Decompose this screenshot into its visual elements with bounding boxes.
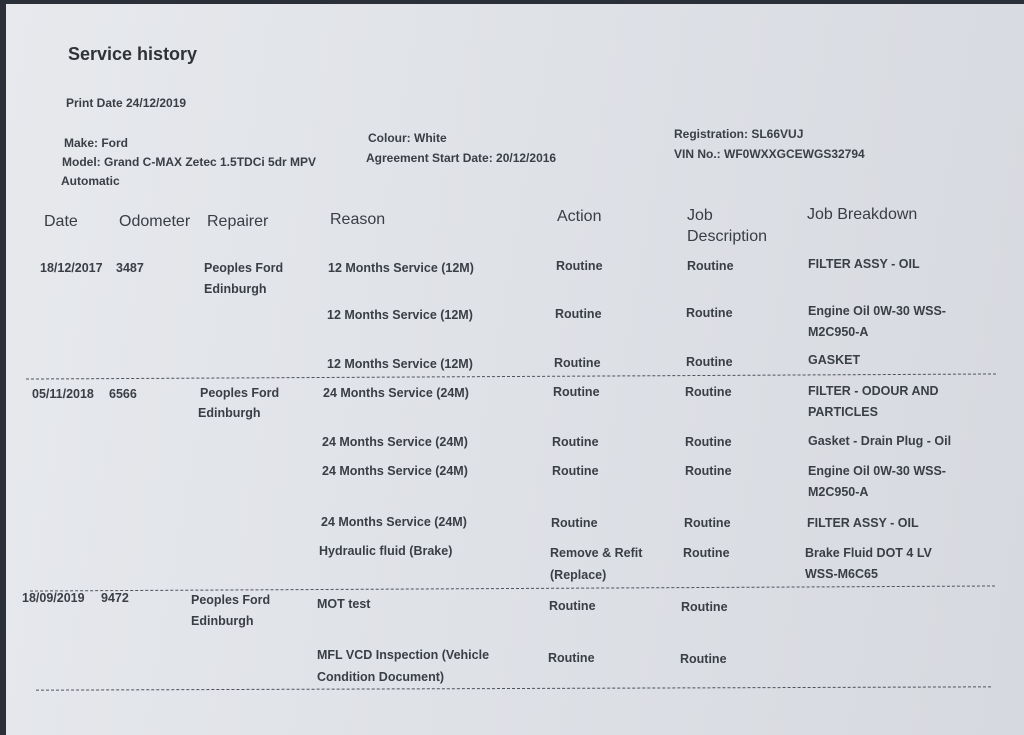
vehicle-model: Model: Grand C-MAX Zetec 1.5TDCi 5dr MPV — [62, 155, 317, 169]
header-odometer: Odometer — [119, 213, 191, 230]
line-action: Routine — [553, 385, 600, 399]
record-odometer: 3487 — [116, 261, 144, 275]
line-job-description: Routine — [686, 355, 733, 369]
line-action: Routine — [549, 599, 596, 613]
line-reason: Hydraulic fluid (Brake) — [319, 544, 453, 558]
record-date: 05/11/2018 — [32, 387, 94, 401]
line-action: Routine — [555, 307, 602, 321]
line-action: Routine — [551, 516, 598, 530]
record-repairer-line1: Peoples Ford — [204, 261, 284, 275]
line-breakdown: Gasket - Drain Plug - Oil — [808, 434, 952, 448]
row-divider — [26, 373, 996, 379]
header-job-description-line2: Description — [687, 228, 768, 245]
line-breakdown-cont: PARTICLES — [808, 405, 878, 419]
line-breakdown: Brake Fluid DOT 4 LV — [805, 546, 932, 560]
line-action: Routine — [554, 356, 601, 370]
line-job-description: Routine — [687, 259, 734, 273]
line-breakdown: FILTER ASSY - OIL — [807, 516, 919, 530]
line-breakdown: Engine Oil 0W-30 WSS- — [808, 304, 946, 318]
record-repairer-line2: Edinburgh — [191, 614, 254, 628]
line-action: Remove & Refit — [550, 546, 643, 560]
line-reason: 24 Months Service (24M) — [321, 515, 467, 529]
vehicle-colour: Colour: White — [368, 131, 447, 145]
header-job-description-line1: Job — [687, 207, 713, 224]
header-job-breakdown: Job Breakdown — [807, 206, 918, 223]
line-reason-cont: Condition Document) — [317, 670, 445, 684]
row-divider — [36, 686, 991, 690]
vehicle-transmission: Automatic — [61, 174, 120, 188]
record-repairer-line1: Peoples Ford — [191, 593, 271, 607]
page-title: Service history — [68, 44, 198, 64]
row-divider — [30, 585, 995, 591]
line-reason: 12 Months Service (12M) — [327, 357, 473, 371]
line-job-description: Routine — [685, 385, 732, 399]
line-action: Routine — [548, 651, 595, 665]
header-date: Date — [44, 213, 78, 230]
line-breakdown: FILTER ASSY - OIL — [808, 257, 920, 271]
vehicle-vin: VIN No.: WF0WXXGCEWGS32794 — [674, 147, 865, 161]
line-reason: 24 Months Service (24M) — [322, 464, 468, 478]
record-date: 18/09/2019 — [22, 591, 85, 605]
line-reason: 12 Months Service (12M) — [328, 261, 474, 275]
line-job-description: Routine — [683, 546, 730, 560]
record-repairer-line1: Peoples Ford — [200, 386, 280, 400]
line-job-description: Routine — [685, 464, 732, 478]
line-reason: 24 Months Service (24M) — [322, 435, 468, 449]
header-repairer: Repairer — [207, 213, 269, 230]
line-job-description: Routine — [686, 306, 733, 320]
line-reason: MFL VCD Inspection (Vehicle — [317, 648, 490, 662]
record-odometer: 6566 — [109, 387, 137, 401]
line-breakdown: FILTER - ODOUR AND — [808, 384, 939, 398]
line-breakdown-cont: WSS-M6C65 — [805, 567, 878, 581]
line-reason: MOT test — [317, 597, 371, 611]
print-date: Print Date 24/12/2019 — [66, 96, 187, 110]
record-date: 18/12/2017 — [40, 261, 103, 275]
line-job-description: Routine — [680, 652, 727, 666]
line-breakdown-cont: M2C950-A — [808, 325, 869, 339]
line-breakdown: Engine Oil 0W-30 WSS- — [808, 464, 946, 478]
line-job-description: Routine — [685, 435, 732, 449]
line-breakdown: GASKET — [808, 353, 861, 367]
line-job-description: Routine — [684, 516, 731, 530]
line-reason: 24 Months Service (24M) — [323, 386, 469, 400]
vehicle-registration: Registration: SL66VUJ — [674, 127, 804, 141]
record-repairer-line2: Edinburgh — [204, 282, 267, 296]
service-history-document — [6, 4, 1024, 735]
line-reason: 12 Months Service (12M) — [327, 308, 473, 322]
line-breakdown-cont: M2C950-A — [808, 485, 869, 499]
line-action: Routine — [556, 259, 603, 273]
agreement-start-date: Agreement Start Date: 20/12/2016 — [366, 151, 557, 165]
record-repairer-line2: Edinburgh — [198, 406, 261, 420]
line-action-cont: (Replace) — [550, 568, 607, 582]
header-reason: Reason — [330, 211, 386, 228]
line-action: Routine — [552, 464, 599, 478]
line-action: Routine — [552, 435, 599, 449]
record-odometer: 9472 — [101, 591, 129, 605]
header-action: Action — [557, 208, 602, 225]
line-job-description: Routine — [681, 600, 728, 614]
vehicle-make: Make: Ford — [64, 136, 129, 150]
